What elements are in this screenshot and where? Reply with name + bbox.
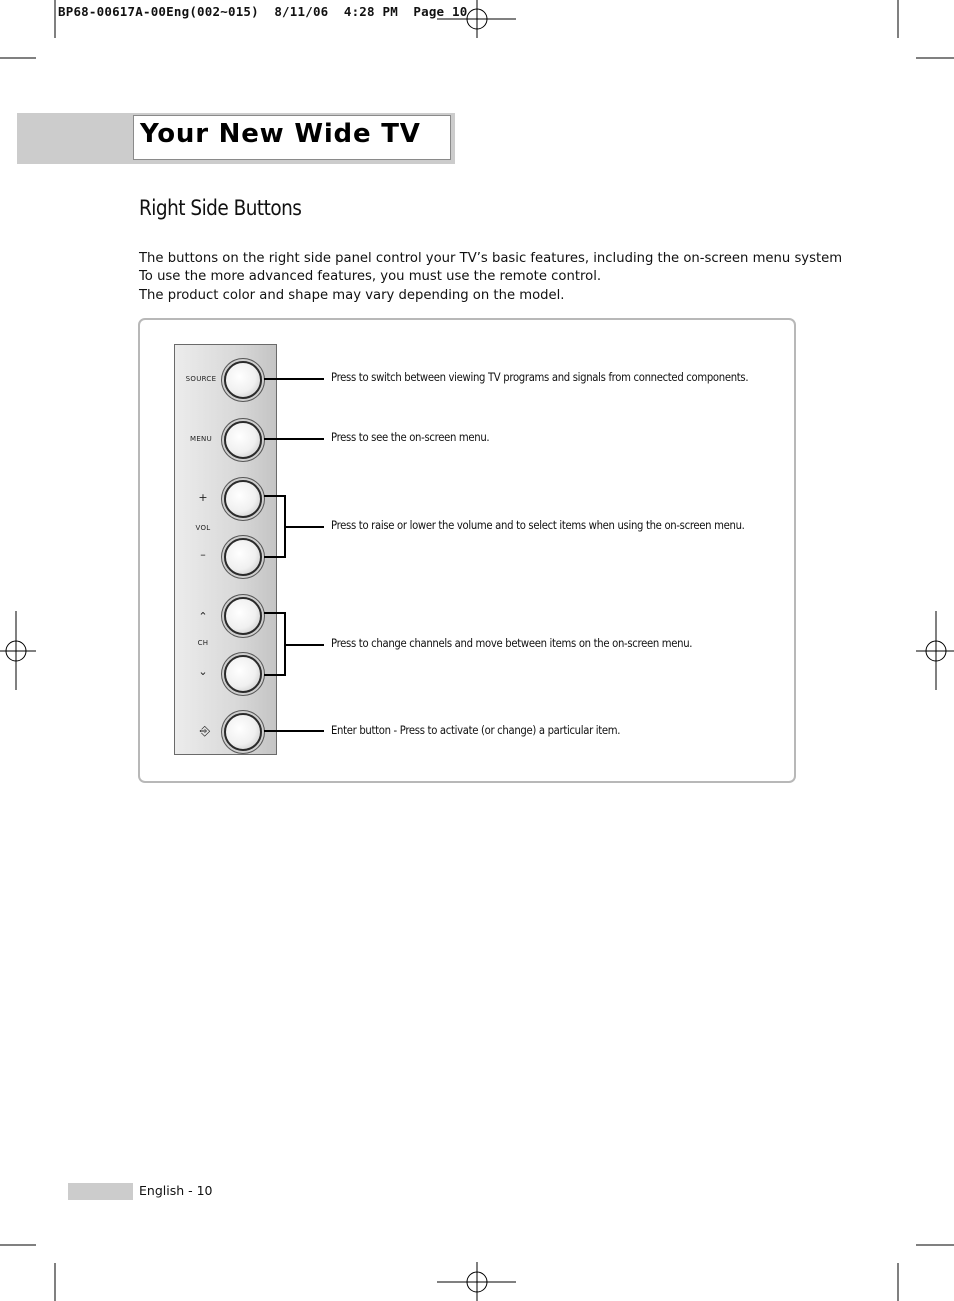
ch-down-icon: ⌄	[198, 665, 208, 678]
callout-line-enter	[264, 730, 324, 732]
vol-up-icon: +	[198, 491, 208, 504]
callout-source: Press to switch between viewing TV programs and signals from connected components.	[331, 371, 749, 384]
menu-button[interactable]	[224, 421, 262, 459]
ch-up-icon: ⌃	[198, 610, 208, 623]
intro-line: The product color and shape may vary depending on the model.	[139, 287, 565, 303]
vol-down-button[interactable]	[224, 538, 262, 576]
intro-paragraph	[139, 250, 843, 305]
footer-bar	[68, 1183, 133, 1200]
callout-volume: Press to raise or lower the volume and to select items when using the on-screen menu.	[331, 519, 745, 532]
source-button[interactable]	[224, 361, 262, 399]
title-box	[133, 115, 451, 160]
section-heading: Right Side Buttons	[139, 196, 302, 220]
ch-down-button[interactable]	[224, 655, 262, 693]
vol-down-icon: –	[200, 548, 206, 561]
bracket-volume	[264, 495, 286, 558]
registration-mark-bottom	[437, 1262, 516, 1301]
vol-up-button[interactable]	[224, 480, 262, 518]
intro-line: To use the more advanced features, you must use the remote control.	[139, 269, 602, 285]
callout-channel: Press to change channels and move between items on the on-screen menu.	[331, 637, 693, 650]
callout-line-channel	[286, 644, 324, 646]
page-number: English - 10	[139, 1183, 213, 1198]
source-label: SOURCE	[185, 375, 217, 383]
callout-line-volume	[286, 526, 324, 528]
menu-label: MENU	[189, 435, 213, 443]
registration-mark-right	[916, 611, 954, 690]
enter-button[interactable]	[224, 713, 262, 751]
intro-line: The buttons on the right side panel control your TV’s basic features, including the on-screen menu system	[139, 251, 843, 266]
registration-mark-top	[437, 0, 516, 38]
registration-mark-left	[0, 611, 36, 690]
page-title: Your New Wide TV	[140, 119, 421, 149]
ch-label: CH	[197, 639, 209, 647]
vol-label: VOL	[195, 524, 211, 532]
callout-line-menu	[264, 438, 324, 440]
callout-menu: Press to see the on-screen menu.	[331, 431, 490, 444]
print-header: BP68-00617A-00Eng(002~015) 8/11/06 4:28 PM Page 10	[58, 4, 468, 19]
ch-up-button[interactable]	[224, 597, 262, 635]
callout-line-source	[264, 378, 324, 380]
enter-icon: ⎆	[199, 724, 211, 739]
callout-enter: Enter button - Press to activate (or change) a particular item.	[331, 724, 621, 737]
bracket-channel	[264, 612, 286, 676]
tv-side-panel	[174, 344, 277, 755]
